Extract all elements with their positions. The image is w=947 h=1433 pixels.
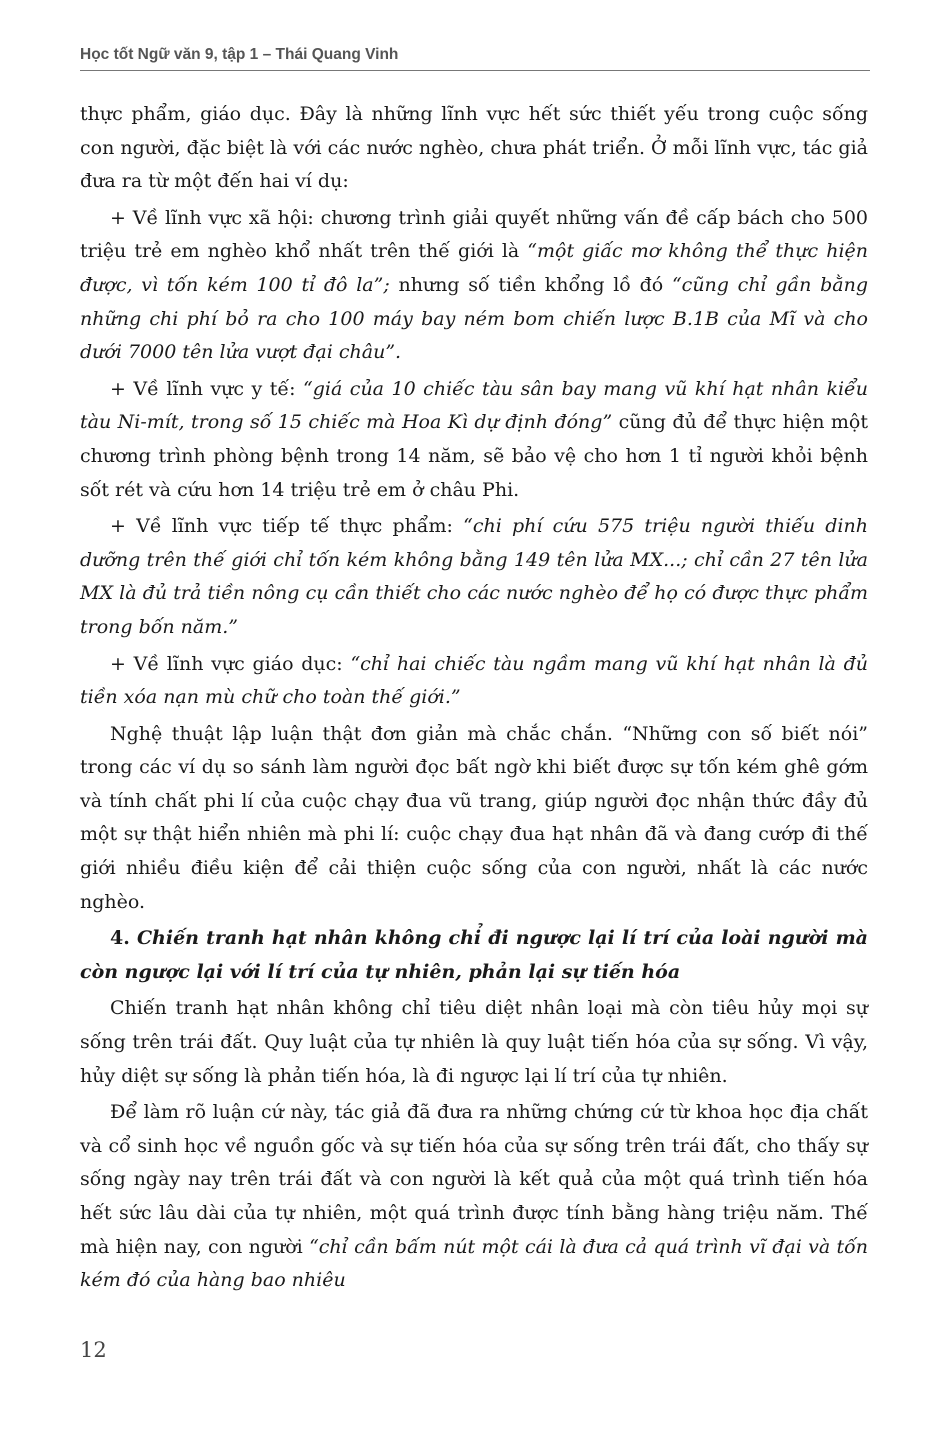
paragraph-food-text: + Về lĩnh vực tiếp tế thực phẩm: bbox=[110, 515, 464, 538]
paragraph-evidence bbox=[80, 1096, 868, 1298]
paragraph-education bbox=[80, 648, 868, 715]
page-body bbox=[80, 98, 868, 1301]
paragraph-health-text: + Về lĩnh vực y tế: bbox=[110, 377, 304, 400]
running-header-title: Học tốt Ngữ văn 9, tập 1 – Thái Quang Vinh bbox=[80, 46, 399, 63]
paragraph-social bbox=[80, 202, 868, 370]
paragraph-food-quote: “chi phí cứu 575 triệu người thiếu dinh dưỡng trên thế giới chỉ tốn kém không bằng 149 tên lửa MX...; chỉ cần 27 tên lửa MX là đủ trả tiền nông cụ cần thiết cho các nước nghèo để họ có được thực phẩm trong bốn năm.” bbox=[80, 515, 868, 638]
paragraph-nature: Chiến tranh hạt nhân không chỉ tiêu diệt nhân loại mà còn tiêu hủy mọi sự sống trên trái đất. Quy luật của tự nhiên là quy luật tiến hóa của sự sống. Vì vậy, hủy diệt sự sống là phản tiến hóa, là đi ngược lại lí trí của tự nhiên. bbox=[80, 997, 868, 1087]
section-heading-text: Chiến tranh hạt nhân không chỉ đi ngược lại lí trí của loài người mà còn ngược lại với lí trí của tự nhiên, phản lại sự tiến hóa bbox=[80, 927, 868, 983]
paragraph-education-text: + Về lĩnh vực giáo dục: bbox=[110, 652, 351, 675]
paragraph-intro: thực phẩm, giáo dục. Đây là những lĩnh vực hết sức thiết yếu trong cuộc sống con người, đặc biệt là với các nước nghèo, chưa phát triển. Ở mỗi lĩnh vực, tác giả đưa ra từ một đến hai ví dụ: bbox=[80, 103, 868, 193]
paragraph-evidence-text: Để làm rõ luận cứ này, tác giả đã đưa ra những chứng cứ từ khoa học địa chất và cổ sinh học về nguồn gốc và sự tiến hóa của sự sống trên trái đất, cho thấy sự sống ngày nay trên trái đất và con người là kết quả của một quá trình tiến hóa hết sức lâu dài của tự nhiên, một quá trình được tính bằng hàng triệu năm. Thế mà hiện nay, con người bbox=[80, 1101, 868, 1258]
paragraph-social-quote-1: “một giấc mơ không thể thực hiện được, vì tốn kém 100 tỉ đô la”; bbox=[80, 240, 869, 296]
page-number: 12 bbox=[80, 1338, 107, 1362]
paragraph-health-quote: “giá của 10 chiếc tàu sân bay mang vũ khí hạt nhân kiểu tàu Ni-mít, trong số 15 chiếc mà Hoa Kì dự định đóng” bbox=[80, 377, 868, 434]
paragraph-health-text-2: cũng đủ để thực hiện một chương trình phòng bệnh trong 14 năm, sẽ bảo vệ cho hơn 1 tỉ người khỏi bệnh sốt rét và cứu hơn 14 triệu trẻ em ở châu Phi. bbox=[80, 411, 868, 501]
running-header bbox=[80, 46, 870, 71]
paragraph-education-quote: “chỉ hai chiếc tàu ngầm mang vũ khí hạt nhân là đủ tiền xóa nạn mù chữ cho toàn thế giới.” bbox=[80, 652, 868, 709]
section-heading bbox=[80, 922, 868, 989]
paragraph-food bbox=[80, 510, 868, 644]
paragraph-social-quote-2: “cũng chỉ gần bằng những chi phí bỏ ra cho 100 máy bay ném bom chiến lược B.1B của Mĩ và cho dưới 7000 tên lửa vượt đại châu”. bbox=[80, 273, 868, 364]
paragraph-health bbox=[80, 373, 868, 507]
section-heading-number: 4. bbox=[110, 927, 130, 950]
paragraph-social-text: + Về lĩnh vực xã hội: chương trình giải quyết những vấn đề cấp bách cho 500 triệu trẻ em nghèo khổ nhất trên thế giới là bbox=[80, 206, 868, 263]
paragraph-evidence-quote: “chỉ cần bấm nút một cái là đưa cả quá trình vĩ đại và tốn kém đó của hàng bao nhiêu bbox=[80, 1235, 868, 1292]
paragraph-argument-art: Nghệ thuật lập luận thật đơn giản mà chắc chắn. “Những con số biết nói” trong các ví dụ so sánh làm người đọc bất ngờ khi biết được sự tốn kém ghê gớm và tính chất phi lí của cuộc chạy đua vũ trang, giúp người đọc nhận thức đầy đủ một sự thật hiển nhiên mà phi lí: cuộc chạy đua hạt nhân đã và đang cướp đi thế giới nhiều điều kiện để cải thiện cuộc sống của con người, nhất là các nước nghèo. bbox=[80, 722, 868, 913]
paragraph-social-text-2: nhưng số tiền khổng lồ đó bbox=[389, 273, 672, 296]
